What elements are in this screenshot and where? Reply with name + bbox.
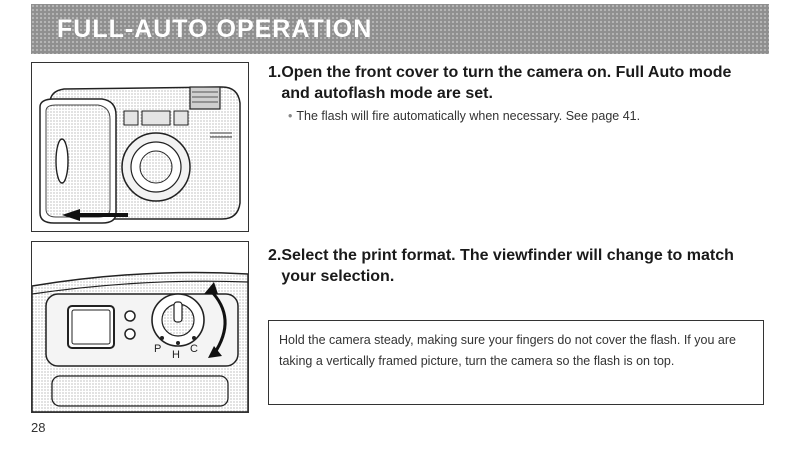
page-number: 28 bbox=[31, 420, 46, 435]
step-2-number: 2. bbox=[268, 247, 282, 264]
step-2-text: Select the print format. The viewfinder will change to match your selection. bbox=[281, 247, 734, 285]
dial-label-c: C bbox=[190, 343, 198, 355]
section-title: FULL-AUTO OPERATION bbox=[57, 15, 373, 43]
dial-label-h: H bbox=[172, 349, 180, 361]
dial-label-p-left: P bbox=[154, 343, 162, 355]
step-1-bullet bbox=[288, 108, 763, 124]
step-1-number: 1. bbox=[268, 64, 282, 81]
camera-front-illustration bbox=[31, 62, 249, 232]
step-1 bbox=[268, 62, 763, 124]
step-2 bbox=[268, 245, 763, 287]
print-format-drawing bbox=[32, 242, 248, 412]
step-1-text: Open the front cover to turn the camera on. Full Auto mode and autoflash mode are set. bbox=[281, 64, 732, 102]
section-banner bbox=[31, 4, 769, 54]
print-format-illustration bbox=[31, 241, 249, 413]
step-1-bullet-text: The flash will fire automatically when necessary. See page 41. bbox=[296, 109, 641, 123]
bullet-icon: • bbox=[288, 109, 293, 123]
note-box: Hold the camera steady, making sure your fingers do not cover the flash. If you are taking a vertically framed picture, turn the camera so the flash is on top. bbox=[268, 320, 764, 405]
camera-front-drawing bbox=[32, 63, 248, 231]
